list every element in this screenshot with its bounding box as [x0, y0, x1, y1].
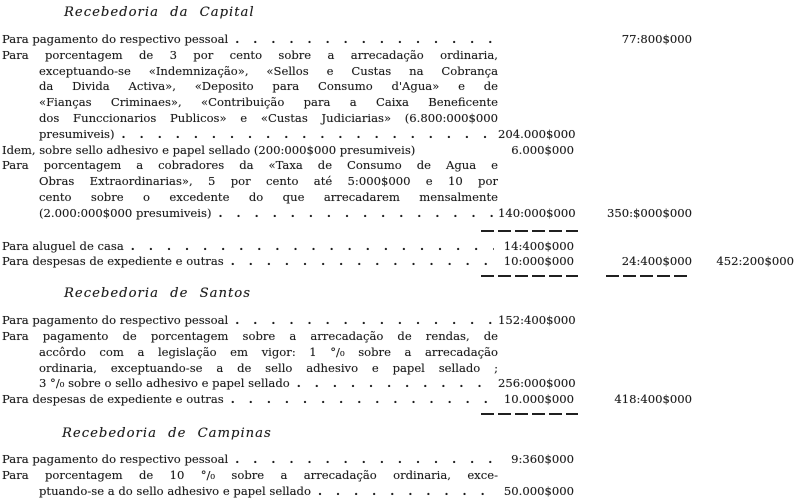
- line-text: Obras Extraordinarias», 5 por cento até 5:000$000 e 10 por: [39, 174, 498, 189]
- amount-col2: 350:$000$000: [606, 205, 692, 220]
- line-text: (2.000:000$000 presumiveis): [39, 205, 212, 220]
- line-text: presumiveis): [39, 126, 115, 141]
- line-text: Para porcentagem de 10 °/₀ sobre a arrecadação ordinaria, exce-: [2, 467, 498, 482]
- dot-leader: [297, 376, 494, 392]
- dot-leader: [122, 127, 494, 143]
- line-text: Para pagamento do respectivo pessoal: [2, 451, 229, 466]
- line-text: Para pagamento do respectivo pessoal: [2, 313, 229, 328]
- budget-line: [0, 361, 800, 377]
- amount-col1: 10.000$000: [503, 392, 574, 407]
- amount-col1: [498, 32, 578, 48]
- line-text: Para porcentagem a cobradores da «Taxa de Consumo de Agua e: [2, 158, 498, 173]
- line-text: Idem, sobre sello adhesivo e papel sellado (200:000$000 presumiveis): [2, 142, 416, 157]
- line-text: Para pagamento do respectivo pessoal: [2, 32, 229, 46]
- amount-col1: 152:400$000: [498, 313, 576, 328]
- section-title: Recebedoria de Santos: [64, 286, 251, 302]
- amount-col2: 418:400$000: [614, 392, 692, 407]
- section-title: Recebedoria da Capital: [64, 5, 255, 20]
- section-rows: [0, 32, 800, 283]
- budget-line: [0, 143, 800, 159]
- section-recebedoria-de-campinas: [0, 425, 800, 499]
- line-text: «Fianças Criminaes», «Contribuição para a Caixa Beneficente: [39, 95, 498, 110]
- line-text: accôrdo com a legislação em vigor: 1 °/₀ sobre a arrecadação: [39, 344, 498, 359]
- budget-line: [0, 95, 800, 111]
- amount-col1: 6.000$000: [511, 142, 574, 157]
- budget-line: [0, 329, 800, 345]
- line-text: ptuando-se a do sello adhesivo e papel sellado: [39, 483, 311, 498]
- amount-col1: 50.000$000: [503, 483, 574, 498]
- line-text: Para despesas de expediente e outras: [2, 392, 224, 407]
- budget-line: [0, 111, 800, 127]
- line-text: exceptuando-se «Indemnização», «Sellos e Custas na Cobrança: [39, 63, 498, 78]
- line-text: 3 °/₀ sobre o sello adhesivo e papel sellado: [39, 376, 290, 391]
- line-text: da Divida Activa», «Deposito para Consumo d'Agua» e de: [39, 79, 498, 94]
- budget-line: [0, 345, 800, 361]
- budget-line: [0, 127, 800, 143]
- budget-line: [0, 64, 800, 80]
- dot-leader: [318, 484, 494, 500]
- column1-sum-rule: [481, 275, 578, 277]
- budget-line: [0, 158, 800, 174]
- dot-leader: [235, 452, 494, 468]
- section-rows: [0, 452, 800, 499]
- column1-sum-rule: [481, 230, 578, 232]
- line-text: Para aluguel de casa: [2, 238, 124, 253]
- line-text: cento sobre o excedente do que arrecadarem mensalmente: [39, 189, 498, 204]
- sum-rule-row: [0, 222, 800, 239]
- budget-line: [0, 376, 800, 392]
- budget-line: [0, 48, 800, 64]
- amount-col2: 77:800$000: [621, 32, 692, 46]
- dot-leader: [231, 392, 494, 408]
- amount-col3: [698, 32, 798, 48]
- amount-col1: 10:000$000: [503, 254, 574, 269]
- amount-col1: 140:000$000: [498, 205, 576, 220]
- amount-col2: 24:400$000: [621, 254, 692, 269]
- budget-line: [0, 32, 800, 48]
- amount-col3: 452:200$000: [716, 254, 794, 269]
- amount-col1: 14:400$000: [503, 238, 574, 253]
- line-text: dos Funccionarios Publicos» e «Custas Judiciarias» (6.800:000$000: [39, 110, 498, 125]
- budget-line: [0, 206, 800, 222]
- column2-sum-rule: [606, 275, 688, 277]
- dot-leader: [218, 206, 494, 222]
- line-text: Para despesas de expediente e outras: [2, 254, 224, 269]
- amount-col1: 9:360$000: [511, 451, 574, 466]
- sum-rule-row: [0, 408, 800, 421]
- amount-col1: 256:000$000: [498, 376, 576, 391]
- column1-sum-rule: [481, 413, 578, 415]
- budget-line: [0, 174, 800, 190]
- section-title: Recebedoria de Campinas: [62, 425, 272, 441]
- sum-rule-row: [0, 270, 800, 283]
- dot-leader: [131, 239, 494, 255]
- budget-line: [0, 392, 800, 408]
- dot-leader: [231, 254, 494, 270]
- section-recebedoria-da-capital: [0, 4, 800, 283]
- budget-line: [0, 468, 800, 484]
- line-text: Para pagamento de porcentagem sobre a arrecadação de rendas, de: [2, 328, 498, 343]
- amount-col1: 204.000$000: [498, 126, 576, 141]
- budget-line: [0, 452, 800, 468]
- budget-line: [0, 239, 800, 255]
- dot-leader: [235, 32, 494, 48]
- line-text: Para porcentagem de 3 por cento sobre a arrecadação ordinaria,: [2, 47, 498, 62]
- budget-line: [0, 190, 800, 206]
- section-recebedoria-de-santos: [0, 285, 800, 421]
- budget-line: [0, 79, 800, 95]
- budget-line: [0, 254, 800, 270]
- budget-line: [0, 484, 800, 500]
- dot-leader: [235, 313, 494, 329]
- section-rows: [0, 313, 800, 421]
- line-text: ordinaria, exceptuando-se a de sello adhesivo e papel sellado ;: [39, 360, 498, 375]
- budget-line: [0, 313, 800, 329]
